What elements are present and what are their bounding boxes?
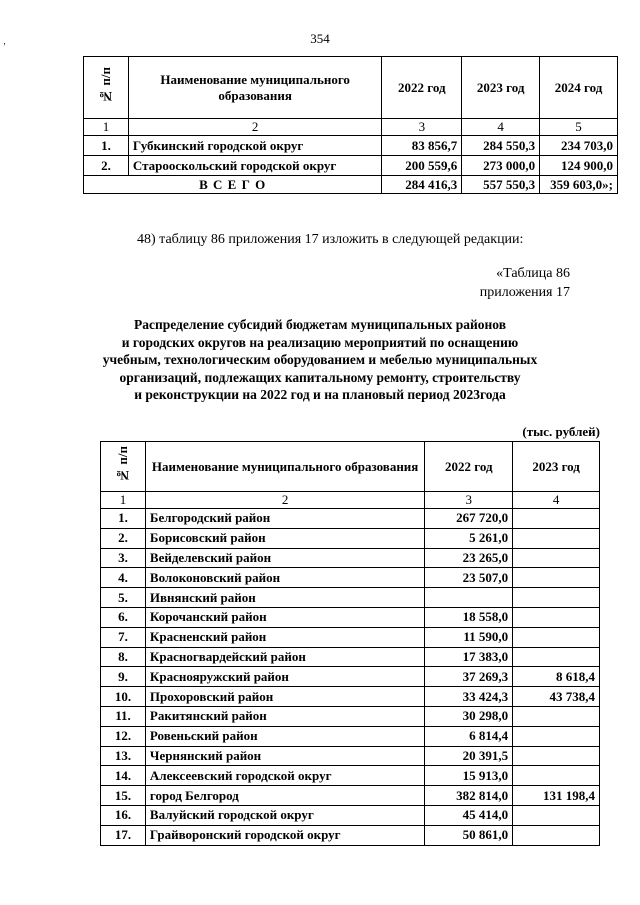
column-header-2023: 2023 год bbox=[513, 442, 600, 492]
cell-name: Прохоровский район bbox=[145, 687, 424, 707]
cell-y2023 bbox=[513, 627, 600, 647]
cell-y2022 bbox=[425, 588, 513, 608]
page-number: 354 bbox=[310, 31, 330, 46]
cell-n: 2. bbox=[101, 528, 146, 548]
column-header-2022: 2022 год bbox=[382, 57, 462, 119]
cell-y2022: 45 414,0 bbox=[425, 805, 513, 825]
cell-n: 10. bbox=[101, 687, 146, 707]
table-row: 1. Губкинский городской округ 83 856,7 284 550,3 234 703,0 bbox=[84, 136, 618, 156]
cell-y2022: 5 261,0 bbox=[425, 528, 513, 548]
cell-name: Краснояружский район bbox=[145, 667, 424, 687]
cell-y2023 bbox=[513, 647, 600, 667]
cell-y2022: 267 720,0 bbox=[425, 509, 513, 529]
subsidy-table-2022-2024 bbox=[83, 56, 618, 194]
cell-name: Красногвардейский район bbox=[145, 647, 424, 667]
cell-name: Корочанский район bbox=[145, 607, 424, 627]
table-row bbox=[101, 588, 600, 608]
cell-n: 3. bbox=[101, 548, 146, 568]
cell-y2022: 15 913,0 bbox=[425, 766, 513, 786]
column-header-name: Наименование муниципального образования bbox=[128, 57, 381, 119]
cell-n: 16. bbox=[101, 805, 146, 825]
table-row bbox=[101, 766, 600, 786]
column-header-number: № п/п bbox=[101, 442, 146, 492]
table-row: 2. Старооскольский городской округ 200 559,6 273 000,0 124 900,0 bbox=[84, 156, 618, 176]
cell-n: 11. bbox=[101, 706, 146, 726]
table-row bbox=[101, 805, 600, 825]
column-header-number: № п/п bbox=[84, 57, 129, 119]
cell-n: 8. bbox=[101, 647, 146, 667]
cell-y2022: 30 298,0 bbox=[425, 706, 513, 726]
cell-y2023: 8 618,4 bbox=[513, 667, 600, 687]
cell-n: 14. bbox=[101, 766, 146, 786]
cell-y2022: 23 265,0 bbox=[425, 548, 513, 568]
cell-y2022: 6 814,4 bbox=[425, 726, 513, 746]
table-row bbox=[101, 509, 600, 529]
cell-n: 4. bbox=[101, 568, 146, 588]
cell-name: Валуйский городской округ bbox=[145, 805, 424, 825]
cell-y2023: 43 738,4 bbox=[513, 687, 600, 707]
cell-y2023 bbox=[513, 588, 600, 608]
cell-y2022: 37 269,3 bbox=[425, 667, 513, 687]
cell-y2022: 50 861,0 bbox=[425, 825, 513, 845]
cell-y2023 bbox=[513, 509, 600, 529]
cell-y2022: 11 590,0 bbox=[425, 627, 513, 647]
cell-name: Грайворонский городской округ bbox=[145, 825, 424, 845]
cell-y2022: 20 391,5 bbox=[425, 746, 513, 766]
cell-n: 9. bbox=[101, 667, 146, 687]
cell-y2022: 18 558,0 bbox=[425, 607, 513, 627]
units-label: (тыс. рублей) bbox=[522, 424, 600, 439]
cell-y2022: 382 814,0 bbox=[425, 786, 513, 806]
table-row bbox=[101, 627, 600, 647]
cell-n: 1. bbox=[101, 509, 146, 529]
cell-y2023 bbox=[513, 548, 600, 568]
cell-y2022: 23 507,0 bbox=[425, 568, 513, 588]
column-header-2023: 2023 год bbox=[462, 57, 540, 119]
table-header-row bbox=[101, 442, 600, 492]
table-row bbox=[101, 706, 600, 726]
cell-n: 15. bbox=[101, 786, 146, 806]
cell-name: Волоконовский район bbox=[145, 568, 424, 588]
cell-y2023 bbox=[513, 825, 600, 845]
table-row bbox=[101, 647, 600, 667]
table-row bbox=[101, 825, 600, 845]
cell-name: Красненский район bbox=[145, 627, 424, 647]
table-row bbox=[101, 746, 600, 766]
column-header-2022: 2022 год bbox=[425, 442, 513, 492]
cell-y2023: 131 198,4 bbox=[513, 786, 600, 806]
cell-y2022: 33 424,3 bbox=[425, 687, 513, 707]
table-row bbox=[101, 726, 600, 746]
table-row bbox=[101, 786, 600, 806]
cell-name: Вейделевский район bbox=[145, 548, 424, 568]
cell-y2022: 17 383,0 bbox=[425, 647, 513, 667]
amendment-instruction: 48) таблицу 86 приложения 17 изложить в следующей редакции: bbox=[137, 232, 524, 247]
table-reference: «Таблица 86 приложения 17 bbox=[479, 266, 570, 300]
total-row: В С Е Г О 284 416,3 557 550,3 359 603,0»; bbox=[84, 176, 618, 194]
table-row bbox=[101, 568, 600, 588]
table-row bbox=[101, 548, 600, 568]
cell-n: 13. bbox=[101, 746, 146, 766]
cell-y2023 bbox=[513, 528, 600, 548]
table-title: Распределение субсидий бюджетам муниципальных районов и городских округов на реализацию мероприятий по оснащению учебным, технологическим оборудованием и мебелью муниципальных организаций, подлежащих капитальному ремонту, строительству и реконструкции на 2022 год и на плановый период 2023года bbox=[102, 317, 538, 402]
cell-name: Ракитянский район bbox=[145, 706, 424, 726]
table-row bbox=[101, 667, 600, 687]
cell-y2023 bbox=[513, 746, 600, 766]
cell-y2023 bbox=[513, 706, 600, 726]
cell-n: 7. bbox=[101, 627, 146, 647]
cell-n: 17. bbox=[101, 825, 146, 845]
cell-y2023 bbox=[513, 607, 600, 627]
table-row bbox=[101, 687, 600, 707]
cell-n: 5. bbox=[101, 588, 146, 608]
cell-name: Ровеньский район bbox=[145, 726, 424, 746]
subsidy-table-2022-2023 bbox=[100, 441, 600, 846]
cell-n: 6. bbox=[101, 607, 146, 627]
margin-mark: ‚ bbox=[3, 36, 6, 46]
column-number-row: 1 2 3 4 bbox=[101, 492, 600, 509]
cell-y2023 bbox=[513, 805, 600, 825]
table-row bbox=[101, 607, 600, 627]
cell-y2023 bbox=[513, 766, 600, 786]
cell-name: Ивнянский район bbox=[145, 588, 424, 608]
cell-name: город Белгород bbox=[145, 786, 424, 806]
table-header-row bbox=[84, 57, 618, 119]
table-row bbox=[101, 528, 600, 548]
cell-name: Алексеевский городской округ bbox=[145, 766, 424, 786]
cell-y2023 bbox=[513, 726, 600, 746]
cell-name: Чернянский район bbox=[145, 746, 424, 766]
column-header-2024: 2024 год bbox=[540, 57, 618, 119]
column-number-row: 1 2 3 4 5 bbox=[84, 119, 618, 136]
cell-n: 12. bbox=[101, 726, 146, 746]
cell-y2023 bbox=[513, 568, 600, 588]
cell-name: Борисовский район bbox=[145, 528, 424, 548]
column-header-name: Наименование муниципального образования bbox=[145, 442, 424, 492]
cell-name: Белгородский район bbox=[145, 509, 424, 529]
